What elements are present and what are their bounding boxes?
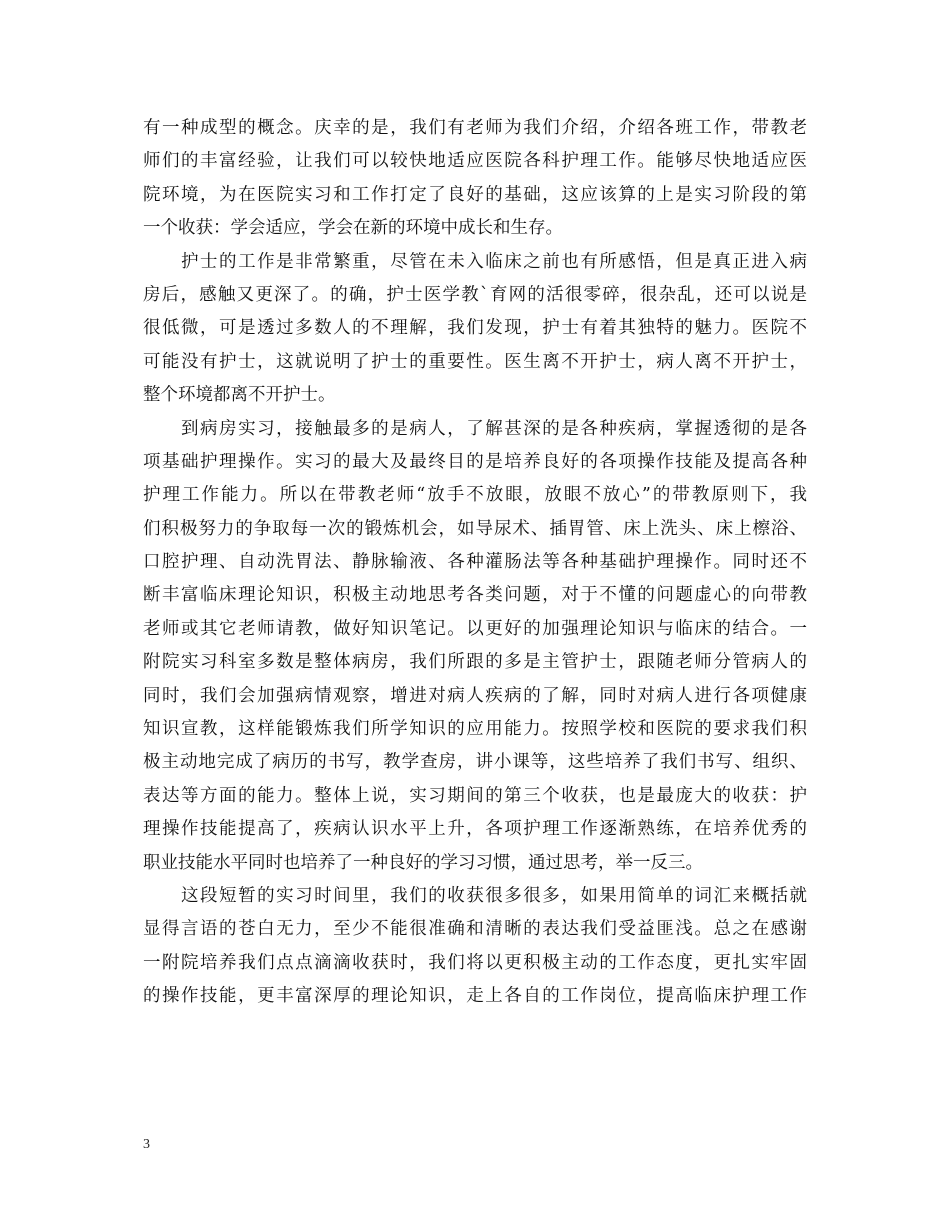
text-line: 整个环境都离不开护士。 — [143, 385, 336, 406]
text-line: 知识宣教，这样能锻炼我们所学知识的应用能力。按照学校和医院的要求我们积 — [143, 719, 807, 740]
text-line: 附院实习科室多数是整体病房，我们所跟的多是主管护士，跟随老师分管病人的 — [143, 652, 807, 673]
document-body — [143, 112, 807, 1014]
text-line: 同时，我们会加强病情观察，增进对病人疾病的了解，同时对病人进行各项健康 — [143, 685, 807, 706]
text-line: 极主动地完成了病历的书写，教学查房，讲小课等，这些培养了我们书写、组织、 — [143, 752, 807, 773]
paragraph — [143, 880, 807, 1014]
text-line: 有一种成型的概念。庆幸的是，我们有老师为我们介绍，介绍各班工作，带教老 — [143, 118, 807, 138]
paragraph — [143, 246, 807, 413]
text-line: 护理工作能力。所以在带教老师“放手不放眼，放眼不放心”的带教原则下，我 — [143, 485, 807, 506]
text-line: 很低微，可是透过多数人的不理解，我们发现，护士有着其独特的魅力。医院不 — [143, 318, 807, 339]
text-line: 口腔护理、自动洗胃法、静脉输液、各种灌肠法等各种基础护理操作。同时还不 — [143, 552, 807, 573]
text-line: 理操作技能提高了，疾病认识水平上升，各项护理工作逐渐熟练，在培养优秀的 — [143, 819, 807, 840]
page-number: 3 — [143, 1137, 150, 1152]
text-line: 院环境，为在医院实习和工作打定了良好的基础，这应该算的上是实习阶段的第 — [143, 184, 807, 205]
text-line: 表达等方面的能力。整体上说，实习期间的第三个收获，也是最庞大的收获：护 — [143, 785, 807, 806]
text-line: 显得言语的苍白无力，至少不能很准确和清晰的表达我们受益匪浅。总之在感谢 — [143, 919, 807, 940]
text-line: 的操作技能，更丰富深厚的理论知识，走上各自的工作岗位，提高临床护理工作 — [143, 986, 807, 1007]
text-line: 到病房实习，接触最多的是病人，了解甚深的是各种疾病，掌握透彻的是各 — [143, 418, 807, 439]
text-line: 职业技能水平同时也培养了一种良好的学习习惯，通过思考，举一反三。 — [143, 852, 703, 873]
text-line: 一附院培养我们点点滴滴收获时，我们将以更积极主动的工作态度，更扎实牢固 — [143, 952, 807, 973]
text-line: 房后，感触又更深了。的确，护士医学教`育网的活很零碎，很杂乱，还可以说是 — [143, 284, 807, 305]
text-line: 师们的丰富经验，让我们可以较快地适应医院各科护理工作。能够尽快地适应医 — [143, 151, 807, 172]
text-line: 可能没有护士，这就说明了护士的重要性。医生离不开护士，病人离不开护士， — [143, 351, 807, 372]
text-line: 老师或其它老师请教，做好知识笔记。以更好的加强理论知识与临床的结合。一 — [143, 618, 807, 639]
text-line: 护士的工作是非常繁重，尽管在未入临床之前也有所感悟，但是真正进入病 — [143, 251, 807, 272]
text-line: 们积极努力的争取每一次的锻炼机会，如导尿术、插胃管、床上洗头、床上檫浴、 — [143, 518, 807, 539]
text-line: 这段短暂的实习时间里，我们的收获很多很多，如果用简单的词汇来概括就 — [143, 885, 807, 906]
paragraph — [143, 413, 807, 880]
text-line: 断丰富临床理论知识，积极主动地思考各类问题，对于不懂的问题虚心的向带教 — [143, 585, 807, 606]
paragraph — [143, 112, 807, 246]
text-line: 项基础护理操作。实习的最大及最终目的是培养良好的各项操作技能及提高各种 — [143, 451, 807, 472]
text-line: 一个收获：学会适应，学会在新的环境中成长和生存。 — [143, 218, 563, 239]
